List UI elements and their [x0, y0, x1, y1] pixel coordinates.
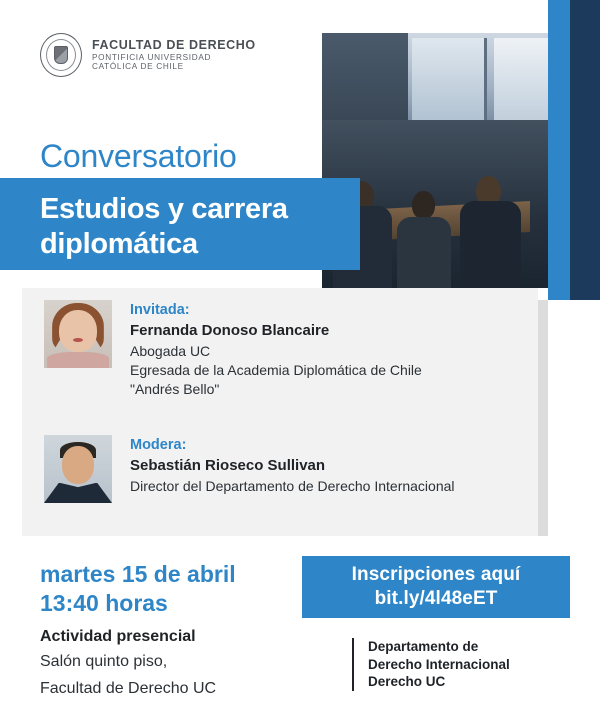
schedule-block: [40, 560, 236, 700]
event-title-band: [0, 178, 360, 270]
avatar-shirt: [47, 352, 110, 368]
event-kicker: Conversatorio: [40, 138, 237, 174]
registration-label: Inscripciones aquí: [351, 564, 521, 585]
event-title-line-2: diplomática: [40, 228, 198, 261]
university-line-1: PONTIFICIA UNIVERSIDAD: [92, 52, 212, 62]
event-venue-line-1: Salón quinto piso,: [40, 652, 168, 670]
speaker-info: [130, 300, 422, 399]
speaker-detail-1: Director del Departamento de Derecho Internacional: [130, 478, 455, 494]
avatar-shirt: [44, 483, 112, 503]
registration-button[interactable]: [302, 556, 570, 618]
speaker-role: Modera:: [130, 437, 187, 453]
faculty-name: FACULTAD DE DERECHO: [92, 37, 256, 52]
university-line-2: CATÓLICA DE CHILE: [92, 62, 184, 72]
institution-logo: [40, 33, 256, 77]
department-line-3: Derecho UC: [368, 674, 446, 690]
speaker-name: Fernanda Donoso Blancaire: [130, 322, 330, 339]
speaker-row: [44, 300, 422, 399]
uc-crest-icon: [40, 33, 82, 77]
speaker-info: [130, 435, 455, 503]
event-title: [40, 192, 288, 263]
speaker-row: [44, 435, 455, 503]
decorative-blue-bar: [548, 0, 570, 300]
department-line-1: Departamento de: [368, 639, 479, 654]
card-shadow: [538, 300, 548, 536]
avatar-lips: [73, 338, 83, 342]
speaker-detail-2: Egresada de la Academia Diplomática de Chile: [130, 361, 422, 378]
speaker-detail-3: "Andrés Bello": [130, 380, 220, 397]
crest-shield-icon: [54, 46, 68, 64]
event-title-line-1: Estudios y carrera: [40, 193, 288, 225]
department-line-2: Derecho Internacional: [368, 656, 510, 672]
registration-link[interactable]: bit.ly/4l48eET: [374, 588, 498, 609]
institution-name: [92, 38, 256, 72]
event-date: martes 15 de abril: [40, 561, 236, 587]
speaker-photo-man: [44, 435, 112, 503]
photo-person-head: [412, 191, 435, 219]
speaker-photo-woman: [44, 300, 112, 368]
speaker-detail-1: Abogada UC: [130, 343, 211, 359]
event-modality: Actividad presencial: [40, 627, 196, 645]
avatar-face: [59, 310, 97, 352]
speaker-role: Invitada:: [130, 302, 190, 318]
speaker-name: Sebastián Rioseco Sullivan: [130, 457, 326, 474]
photo-person-body: [397, 217, 451, 288]
department-footer: [352, 638, 510, 691]
event-venue-line-2: Facultad de Derecho UC: [40, 679, 217, 697]
event-time: 13:40 horas: [40, 589, 168, 616]
avatar-face: [62, 446, 95, 484]
photo-person-body: [460, 201, 521, 288]
